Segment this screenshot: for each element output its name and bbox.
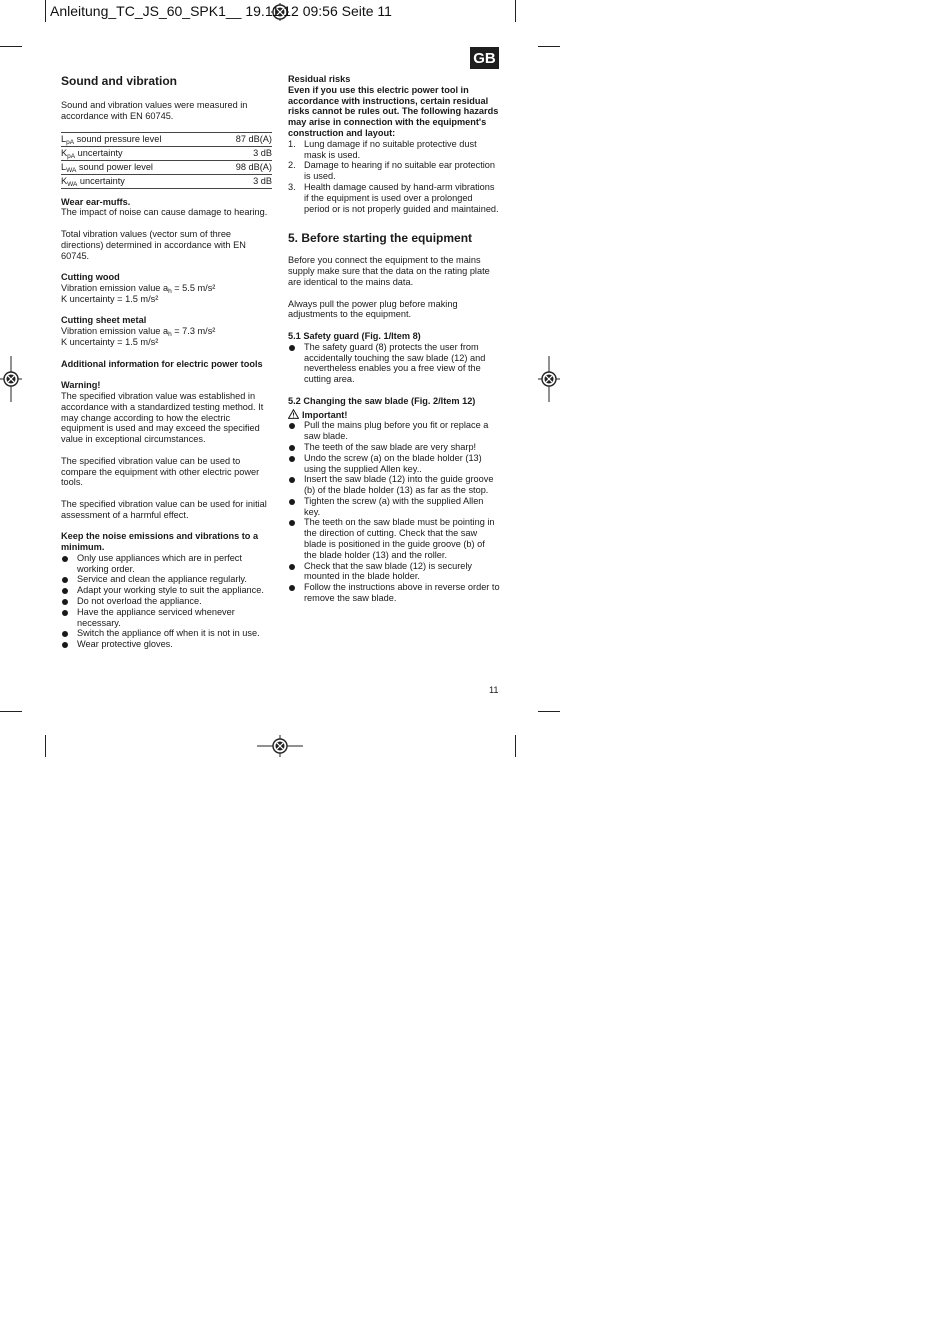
list-item	[288, 160, 500, 182]
list-text: Health damage caused by hand-arm vibrations if the equipment is used over a prolonged period or is not properly guided and maintained.	[304, 181, 499, 214]
list-item: Only use appliances which are in perfect working order.	[61, 553, 273, 575]
registration-mark-icon	[257, 735, 303, 757]
warning-triangle-icon	[288, 409, 299, 419]
bullet-list	[61, 553, 273, 650]
list-item: Switch the appliance off when it is not in use.	[61, 628, 273, 639]
list-item: The teeth of the saw blade are very sharp!	[288, 442, 500, 453]
paragraph: Sound and vibration values were measured in accordance with EN 60745.	[61, 100, 248, 121]
subheading: Wear ear-muffs.	[61, 196, 131, 207]
crop-mark	[515, 735, 516, 757]
table-row	[61, 160, 272, 174]
list-item: Have the appliance serviced whenever necessary.	[61, 607, 273, 629]
list-item: Follow the instructions above in reverse order to remove the saw blade.	[288, 582, 500, 604]
bullet-list	[288, 342, 500, 385]
list-item: Check that the saw blade (12) is securely mounted in the blade holder.	[288, 561, 500, 583]
measurement-label: $L_{pA}$ sound pressure level	[61, 132, 216, 146]
table-row	[61, 174, 272, 188]
list-number: 2.	[288, 160, 296, 171]
paragraph: Total vibration values (vector sum of three directions) determined in accordance with EN 60745.	[61, 228, 246, 261]
left-column	[61, 74, 273, 650]
subheading: Additional information for electric power tools	[61, 358, 263, 369]
bullet-list	[288, 420, 500, 604]
subheading: Warning!	[61, 380, 101, 391]
list-number: 1.	[288, 138, 296, 149]
registration-mark-icon	[0, 356, 22, 402]
measurement-value: 98 dB(A)	[216, 160, 272, 174]
paragraph: The specified vibration value can be used to compare the equipment with other electric power tools.	[61, 455, 260, 488]
list-item	[288, 139, 500, 161]
list-item: Insert the saw blade (12) into the guide groove (b) of the blade holder (13) as far as the stop.	[288, 474, 500, 496]
subheading: 5.1 Safety guard (Fig. 1/Item 8)	[288, 330, 421, 341]
paragraph: The impact of noise can cause damage to hearing.	[61, 207, 268, 218]
right-column	[288, 74, 500, 604]
language-badge: GB	[470, 47, 499, 69]
registration-mark-icon	[538, 356, 560, 402]
crop-mark	[515, 0, 516, 22]
list-item: The safety guard (8) protects the user from accidentally touching the saw blade (12) and nevertheless enables you a free view of the cutting area.	[288, 342, 500, 385]
section-title: 5. Before starting the equipment	[288, 231, 473, 246]
measurement-value: 3 dB	[216, 174, 272, 188]
subheading: 5.2 Changing the saw blade (Fig. 2/Item 12)	[288, 395, 476, 406]
list-item: Wear protective gloves.	[61, 639, 273, 650]
list-item: Do not overload the appliance.	[61, 596, 273, 607]
subheading: Residual risks	[288, 74, 351, 84]
crop-mark	[538, 46, 560, 47]
print-header: Anleitung_TC_JS_60_SPK1__ 19.11.12 09:56 Seite 11	[50, 3, 392, 19]
crop-mark	[0, 46, 22, 47]
list-item: Undo the screw (a) on the blade holder (13) using the supplied Allen key..	[288, 453, 500, 475]
list-text: Damage to hearing if no suitable ear protection is used.	[304, 160, 496, 182]
subheading: Cutting wood	[61, 272, 120, 283]
uncertainty-value: K uncertainty = 1.5 m/s²	[61, 336, 159, 347]
list-item	[288, 182, 500, 214]
list-item: Service and clean the appliance regularly.	[61, 574, 273, 585]
paragraph: The specified vibration value was established in accordance with a standardized testing method. It may change according to how the electric equipment is used and may exceed the specified value in exceptional circumstances.	[61, 390, 264, 445]
page-number: 11	[489, 685, 499, 695]
list-item: Adapt your working style to suit the appliance.	[61, 585, 273, 596]
measurement-table	[61, 132, 272, 189]
crop-mark	[45, 735, 46, 757]
measurement-value: 87 dB(A)	[216, 132, 272, 146]
paragraph: Always pull the power plug before making adjustments to the equipment.	[288, 298, 458, 320]
measurement-label: $L_{WA}$ sound power level	[61, 160, 216, 174]
subheading: Keep the noise emissions and vibrations to a minimum.	[61, 531, 259, 553]
table-row	[61, 132, 272, 146]
table-row	[61, 146, 272, 160]
measurement-label: $K_{WA}$ uncertainty	[61, 174, 216, 188]
paragraph: Before you connect the equipment to the mains supply make sure that the data on the rating plate are identical to the mains data.	[288, 255, 490, 287]
list-number: 3.	[288, 181, 296, 192]
section-title: Sound and vibration	[61, 74, 177, 88]
subheading: Cutting sheet metal	[61, 315, 147, 326]
crop-mark	[45, 0, 46, 22]
uncertainty-value: K uncertainty = 1.5 m/s²	[61, 293, 159, 304]
emission-value: Vibration emission value $a_h = 7.3$ m/s²	[61, 326, 216, 339]
list-text: Lung damage if no suitable protective dust mask is used.	[304, 138, 477, 160]
crop-mark	[538, 711, 560, 712]
list-item: Tighten the screw (a) with the supplied Allen key.	[288, 496, 500, 518]
list-item: The teeth on the saw blade must be pointing in the direction of cutting. Check that the saw blade is positioned in the guide groove (b) of the blade holder (13) and the roller.	[288, 517, 500, 560]
crop-mark	[0, 711, 22, 712]
measurement-value: 3 dB	[216, 146, 272, 160]
important-note: Important!	[288, 409, 500, 421]
measurement-label: $K_{pA}$ uncertainty	[61, 146, 216, 160]
numbered-list	[288, 139, 500, 215]
paragraph: The specified vibration value can be used for initial assessment of a harmful effect.	[61, 498, 267, 520]
list-item: Pull the mains plug before you fit or replace a saw blade.	[288, 420, 500, 442]
paragraph: Even if you use this electric power tool in accordance with instructions, certain residual risks cannot be rules out. The following hazards may arise in connection with the equipment's construction and layout:	[288, 84, 499, 138]
emission-value: Vibration emission value $a_h = 5.5$ m/s²	[61, 282, 216, 295]
